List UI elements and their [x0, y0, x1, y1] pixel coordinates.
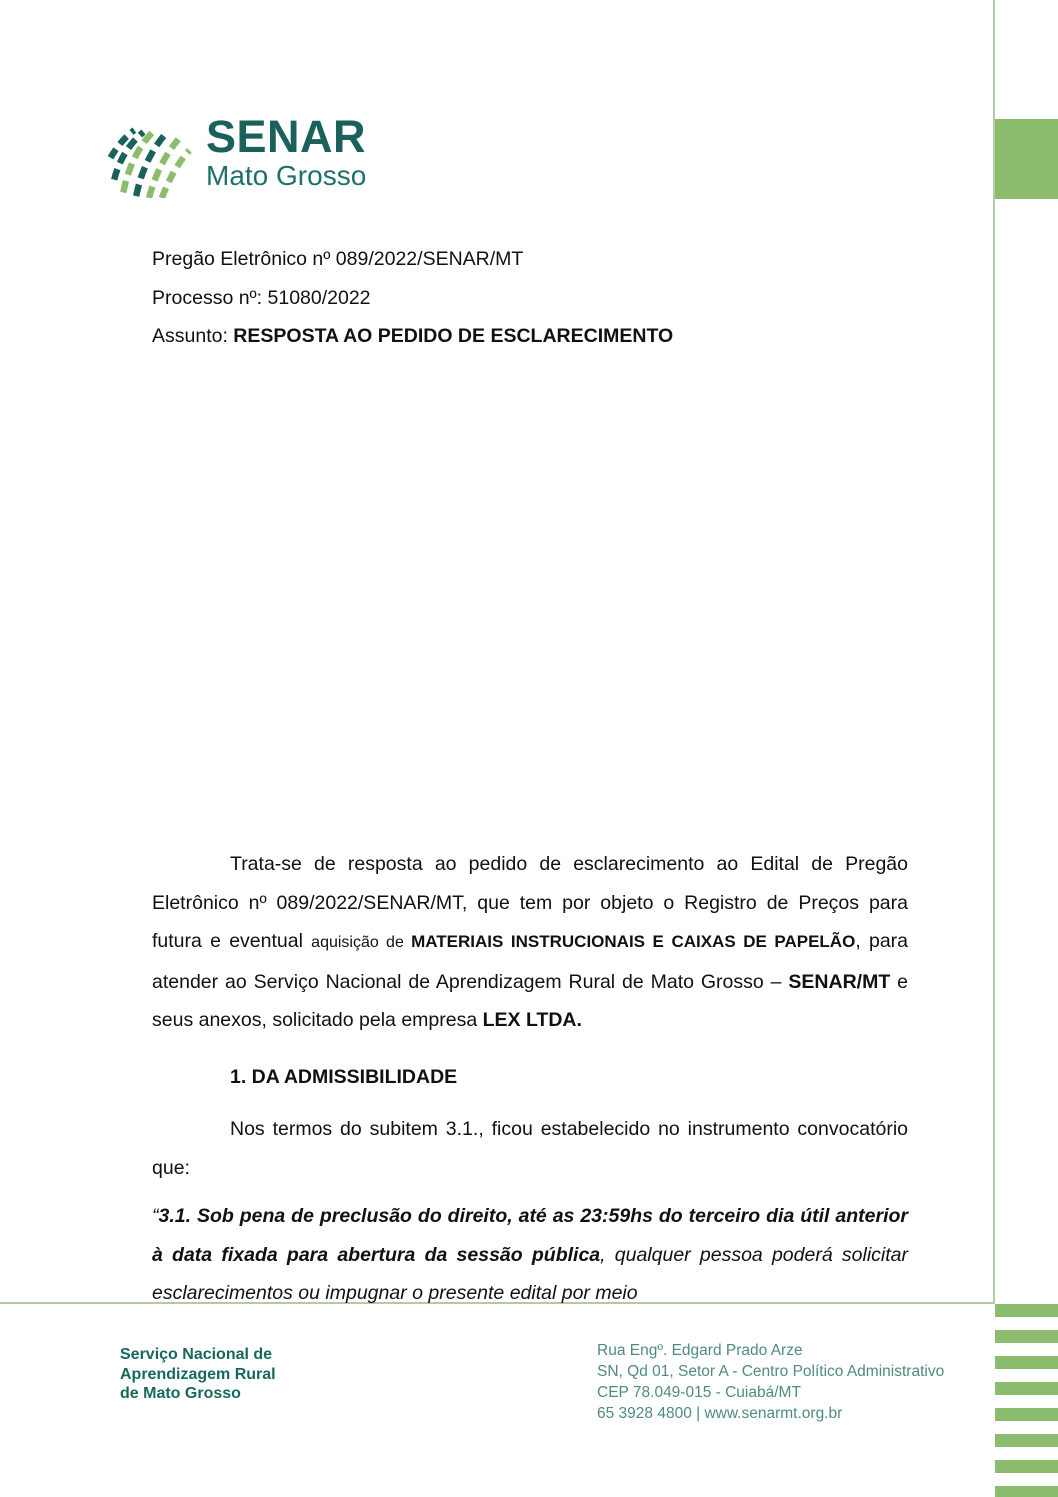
document-body [152, 845, 908, 1313]
assunto-label: Assunto: [152, 325, 234, 347]
pregao-number-line: Pregão Eletrônico nº 089/2022/SENAR/MT [152, 248, 524, 270]
edital-quote-paragraph [152, 1197, 908, 1313]
logo-text [206, 110, 366, 191]
assunto-line [152, 317, 908, 356]
quote-regular-clause: , qualquer pessoa poderá solicitar esclarecimentos ou impugnar o presente edital por meio [152, 1243, 908, 1304]
senar-logo [100, 110, 366, 198]
p1-text-1: Trata-se de resposta ao pedido de esclarecimento ao Edital de Pregão Eletrônico nº 089/2022/SENAR/MT, que tem por objeto o Registro de Preços para futura e eventual [152, 853, 908, 952]
logo-brand-name: SENAR [206, 111, 367, 162]
p1-text-3: e seus anexos, solicitado pela empresa [152, 970, 909, 1031]
p1-senar-mt: SENAR/MT [788, 970, 891, 993]
logo-region-name: Mato Grosso [206, 160, 367, 191]
footer-org-line-1: Serviço Nacional de [120, 1346, 273, 1363]
footer-address [597, 1340, 944, 1424]
body-paragraph-2: Nos termos do subitem 3.1., ficou estabelecido no instrumento convocatório que: [152, 1118, 908, 1179]
right-green-block [995, 119, 1058, 199]
p1-object-caps: MATERIAIS INSTRUCIONAIS E CAIXAS DE PAPELÃO [411, 932, 856, 951]
footer-org-line-3: de Mato Grosso [120, 1385, 241, 1402]
document-header [152, 240, 908, 356]
p1-text-small: aquisição de [311, 934, 412, 951]
quote-bold-clause: 3.1. Sob pena de preclusão do direito, até as 23:59hs do terceiro dia útil anterior à data fixada para abertura da sessão pública [152, 1205, 908, 1266]
p1-company-name: LEX LTDA. [482, 1009, 582, 1031]
footer-organization [120, 1345, 276, 1404]
footer-phone-website: 65 3928 4800 | www.senarmt.org.br [597, 1405, 843, 1422]
processo-number-line: Processo nº: 51080/2022 [152, 286, 371, 309]
footer-address-street: Rua Engº. Edgard Prado Arze [597, 1342, 803, 1359]
footer-address-cep: CEP 78.049-015 - Cuiabá/MT [597, 1384, 801, 1401]
body-paragraph-1 [152, 845, 908, 1040]
assunto-value: RESPOSTA AO PEDIDO DE ESCLARECIMENTO [233, 325, 674, 347]
p1-text-2: , para atender ao Serviço Nacional de Aprendizagem Rural de Mato Grosso – [152, 930, 909, 993]
senar-wheat-arcs-icon [100, 110, 198, 198]
bottom-right-stripes [995, 1304, 1058, 1497]
footer-org-line-2: Aprendizagem Rural [120, 1365, 276, 1383]
section-heading-admissibilidade: 1. DA ADMISSIBILIDADE [230, 1065, 458, 1088]
quote-open-mark: “ [152, 1205, 159, 1227]
footer-address-sector: SN, Qd 01, Setor A - Centro Político Administrativo [597, 1363, 945, 1380]
